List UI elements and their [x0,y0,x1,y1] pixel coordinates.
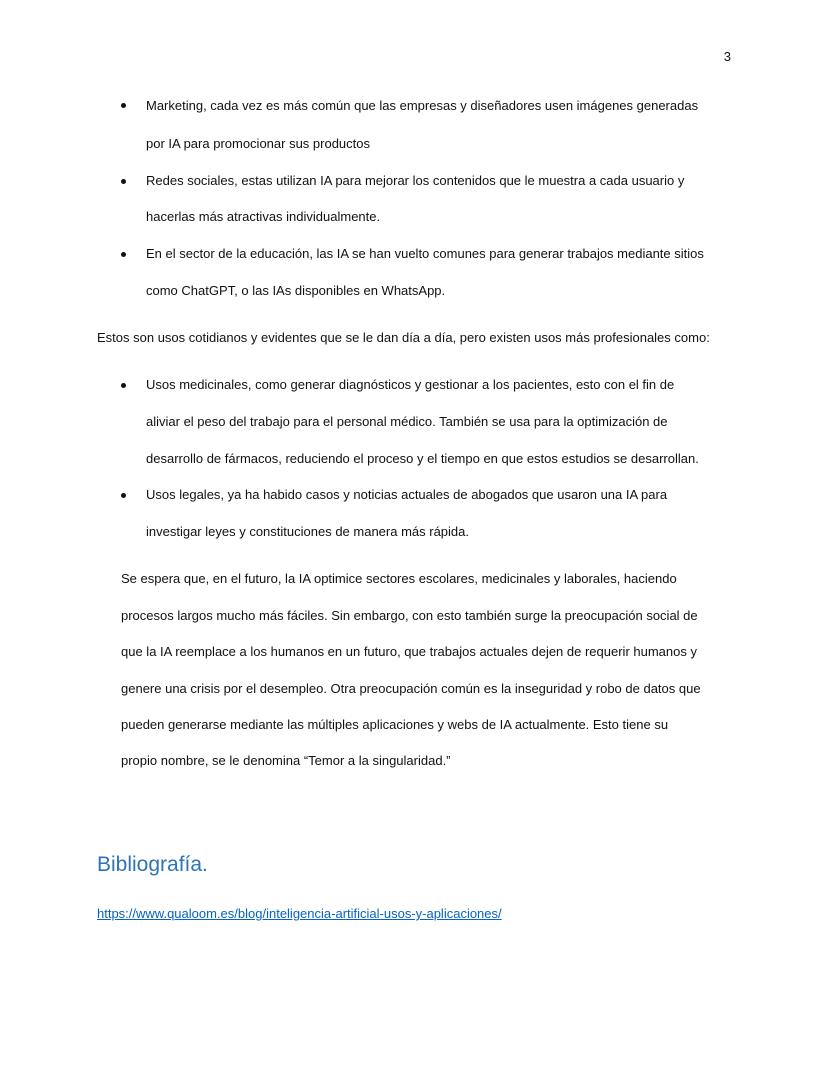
bullet-text-line: investigar leyes y constituciones de manera más rápida. [146,524,469,539]
bullet-icon [121,383,126,388]
bullet-text-line: Marketing, cada vez es más común que las empresas y diseñadores usen imágenes generadas [146,98,699,113]
bullet-text-line: Redes sociales, estas utilizan IA para mejorar los contenidos que le muestra a cada usuario y [146,173,685,188]
bullet-text-line: aliviar el peso del trabajo para el personal médico. También se usa para la optimización de [146,414,668,429]
bullet-text-line: desarrollo de fármacos, reduciendo el proceso y el tiempo en que estos estudios se desarrollan. [146,451,699,466]
bullet-icon [121,103,126,108]
bullet-text-line: por IA para promocionar sus productos [146,136,371,151]
bullet-icon [121,179,126,184]
bullet-text-line: Usos legales, ya ha habido casos y noticias actuales de abogados que usaron una IA para [146,487,668,502]
paragraph-line: que la IA reemplace a los humanos en un futuro, que trabajos actuales dejen de requerir humanos y [121,644,697,659]
paragraph-line: propio nombre, se le denomina “Temor a la singularidad.” [121,753,451,768]
bullet-text-line: como ChatGPT, o las IAs disponibles en WhatsApp. [146,283,446,298]
bibliography-heading: Bibliografía. [97,853,208,876]
page-number: 3 [723,49,731,64]
bullet-text-line: hacerlas más atractivas individualmente. [146,209,381,224]
paragraph-line: Se espera que, en el futuro, la IA optimice sectores escolares, medicinales y laborales, haciendo [121,571,677,586]
paragraph-line: genere una crisis por el desempleo. Otra preocupación común es la inseguridad y robo de datos que [121,681,701,696]
bullet-text-line: En el sector de la educación, las IA se han vuelto comunes para generar trabajos mediante sitios [146,246,704,261]
paragraph-line: procesos largos mucho más fáciles. Sin embargo, con esto también surge la preocupación social de [121,608,698,623]
bibliography-link[interactable]: https://www.qualoom.es/blog/inteligencia-artificial-usos-y-aplicaciones/ [97,906,502,921]
paragraph-line: pueden generarse mediante las múltiples aplicaciones y webs de IA actualmente. Esto tiene su [121,717,669,732]
intro-paragraph: Estos son usos cotidianos y evidentes que se le dan día a día, pero existen usos más profesionales como: [97,330,710,345]
bullet-text-line: Usos medicinales, como generar diagnósticos y gestionar a los pacientes, esto con el fin de [146,377,675,392]
bullet-icon [121,252,126,257]
bullet-icon [121,493,126,498]
